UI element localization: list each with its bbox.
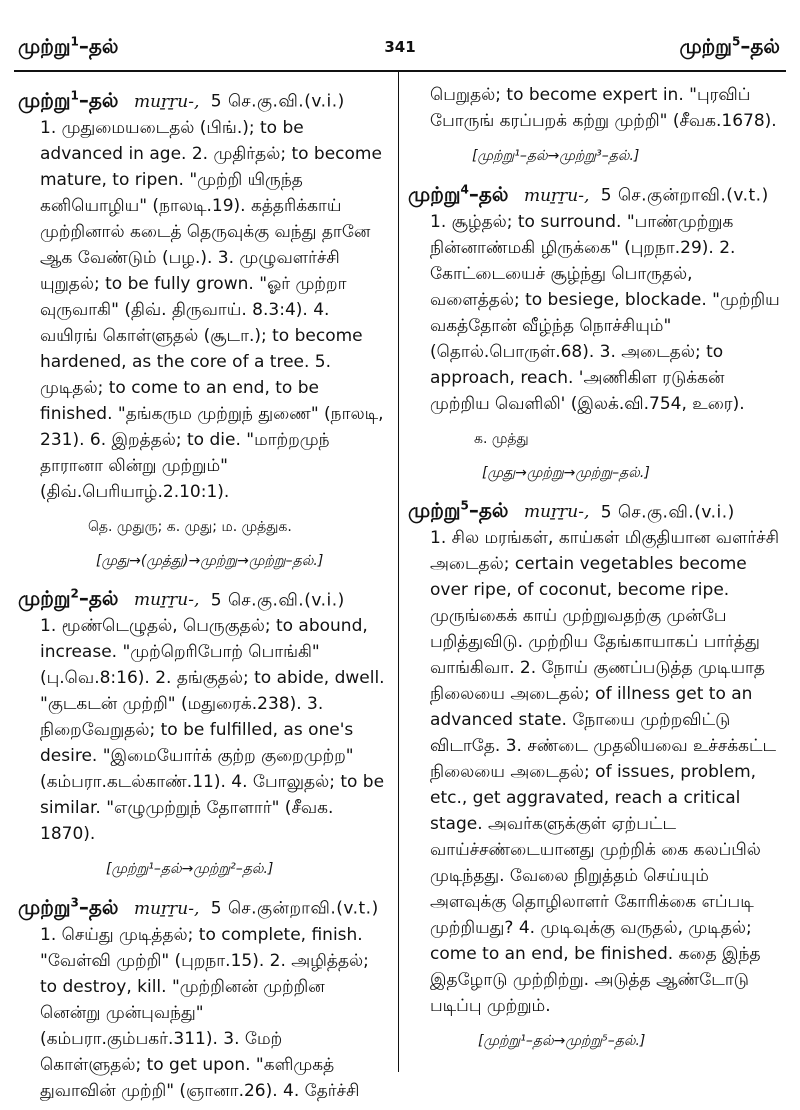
- transliteration: muṟṟu-,: [133, 590, 200, 611]
- running-head-right-word: முற்று: [679, 34, 732, 58]
- entry-body: 1. மூண்டெழுதல், பெருகுதல்; to abound, increase. "முற்றெரிபோற் பொங்கி" (பு.வெ.8:16). 2. தங்குதல்; to abide, dwell. "குடகடன் முற்றி" (மதுரைக்.238). 3. நிறைவேறுதல்; to be fulfilled, as one's desire. "இமையோர்க் குற்ற குறைமுற்ற" (கம்பரா.கடல்காண்.11). 4. போலுதல்; to be similar. "எழுமுற்றுந் தோளார்" (சீவக. 1870).: [40, 616, 385, 845]
- running-head-left-suffix: –தல்: [78, 34, 119, 58]
- headword-suffix: –தல்: [78, 894, 119, 919]
- headword-sup: 1: [70, 88, 79, 102]
- right-column: [408, 82, 782, 1061]
- grammar-label: 5 செ.கு.வி.(v.i.): [210, 590, 345, 611]
- transliteration: muṟṟu-,: [133, 91, 200, 112]
- entry-murru-3: [18, 889, 386, 1104]
- headword: [18, 895, 119, 919]
- left-column: [18, 82, 386, 1110]
- running-head-right-sup: 5: [732, 34, 741, 49]
- etymology-note: [முற்று¹–தல்→முற்று²–தல்.]: [106, 861, 274, 878]
- headword-suffix: –தல்: [78, 87, 119, 112]
- headword-text: முற்று: [408, 181, 461, 206]
- transliteration: muṟṟu-,: [133, 898, 200, 919]
- entry-body: 1. செய்து முடித்தல்; to complete, finish. "வேள்வி முற்றி" (புறநா.15). 2. அழித்தல்; to destroy, kill. "முற்றினன் முற்றின னென்று முன்புவந்து" (கம்பரா.கும்பகர்.311). 3. மேற் கொள்ளுதல்; to get upon. "களிமுகத் துவாவின் முற்றி" (ஞானா.26). 4. தேர்ச்சி: [40, 924, 369, 1101]
- grammar-label: 5 செ.குன்றாவி.(v.t.): [210, 898, 379, 919]
- headword-sup: 3: [70, 895, 79, 910]
- headword-suffix: –தல்: [468, 498, 509, 523]
- running-head-right: [679, 34, 780, 61]
- headword-sup: 4: [460, 182, 469, 196]
- entry-murru-2: [18, 581, 386, 848]
- headword: [18, 88, 119, 112]
- page-number: 341: [384, 38, 416, 56]
- grammar-label: 5 செ.கு.வி.(v.i.): [600, 502, 735, 523]
- grammar-label: 5 செ.கு.வி.(v.i.): [210, 91, 345, 112]
- running-head-right-suffix: –தல்: [740, 34, 780, 58]
- etymology-note: [முது→(முத்து)→முற்று→முற்று–தல்.]: [96, 552, 324, 569]
- headword-text: முற்று: [18, 894, 71, 919]
- cognates-note: தெ. முதுரு; க. முது; ம. முத்துக.: [88, 518, 292, 535]
- grammar-label: 5 செ.குன்றாவி.(v.t.): [600, 185, 769, 206]
- headword-suffix: –தல்: [78, 586, 119, 611]
- headword: [408, 182, 509, 206]
- running-head-left-sup: 1: [70, 34, 79, 49]
- etymology-note: [முது→முற்று→முற்று–தல்.]: [482, 464, 650, 481]
- header-rule: [14, 70, 786, 72]
- entry-body: 1. சில மரங்கள், காய்கள் மிகுதியான வளர்ச்சி அடைதல்; certain vegetables become over ripe, of coconut, become ripe. முருங்கைக் காய் முற்றுவதற்கு முன்பே பறித்துவிடு. முற்றிய தேங்காயாகப் பார்த்து வாங்கிவா. 2. நோய் குணப்படுத்த முடியாத நிலையை அடைதல்; of illness get to an advanced state. நோயை முற்றவிட்டு விடாதே. 3. சண்டை முதலியவை உச்சக்கட்ட நிலையை அடைதல்; of issues, problem, etc., get aggravated, reach a critical stage. அவர்களுக்குள் ஏற்பட்ட வாய்ச்சண்டையானது முற்றிக் கை கலப்பில் முடிந்தது. வேலை நிறுத்தம் செய்யும் அளவுக்கு தொழிலாளர் கோரிக்கை எப்படி முற்றியது? 4. முடிவுக்கு வருதல், முடிதல்; come to an end, be finished. கதை இந்த இதழோடு முற்றிற்று. அடுத்த ஆண்டோடு படிப்பு முற்றும்.: [430, 528, 780, 1017]
- headword: [408, 498, 509, 522]
- headword-text: முற்று: [408, 498, 461, 523]
- headword-text: முற்று: [18, 87, 71, 112]
- entry-murru-1: [18, 82, 386, 505]
- column-divider: [398, 72, 399, 1072]
- headword: [18, 586, 119, 610]
- headword-text: முற்று: [18, 586, 71, 611]
- entry-murru-5: [408, 493, 782, 1020]
- entry-murru-4: [408, 176, 782, 417]
- running-head-left-word: முற்று: [18, 34, 71, 58]
- headword-sup: 5: [460, 498, 469, 513]
- headword-sup: 2: [70, 586, 79, 601]
- cognates-note: க. முத்து: [474, 430, 529, 447]
- entry-body: 1. முதுமையடைதல் (பிங்.); to be advanced in age. 2. முதிர்தல்; to become mature, to ripen. "முற்றி யிருந்த கனியொழிய" (நாலடி.19). கத்தரிக்காய் முற்றினால் கடைத் தெருவுக்கு வந்து தானே ஆக வேண்டும் (பழ.). 3. முழுவளர்ச்சி யுறுதல்; to be fully grown. "ஓர் முற்றா வுருவாகி" (திவ். திருவாய். 8.3:4). 4. வயிரங் கொள்ளுதல் (சூடா.); to become hardened, as the core of a tree. 5. முடிதல்; to come to an end, to be finished. "தங்கரும முற்றுந் துணை" (நாலடி, 231). 6. இறத்தல்; to die. "மாற்றமுந் தாரானா லின்று முற்றும்" (திவ்.பெரியாழ்.2.10:1).: [40, 117, 384, 502]
- entry-body: 1. சூழ்தல்; to surround. "பாண்முற்றுக நின்னாண்மகி ழிருக்கை" (புறநா.29). 2. கோட்டையைச் சூழ்ந்து பொருதல், வளைத்தல்; to besiege, blockade. "முற்றிய வகத்தோன் வீழ்ந்த நொச்சியும்" (தொல்.பொருள்.68). 3. அடைதல்; to approach, reach. 'அணிகிள ரடுக்கன் முற்றிய வெளிலி' (இலக்.வி.754, உரை).: [430, 211, 780, 414]
- etymology-note: [முற்று¹–தல்→முற்று³–தல்.]: [472, 148, 640, 164]
- etymology-note: [முற்று¹–தல்→முற்று⁵–தல்.]: [478, 1033, 646, 1050]
- transliteration: muṟṟu-,: [523, 502, 590, 523]
- transliteration: muṟṟu-,: [523, 185, 590, 206]
- entry-continuation: பெறுதல்; to become expert in. "புரவிப் போருங் கரப்பறக் கற்று முற்றி" (சீவக.1678).: [430, 85, 777, 131]
- headword-suffix: –தல்: [468, 181, 509, 206]
